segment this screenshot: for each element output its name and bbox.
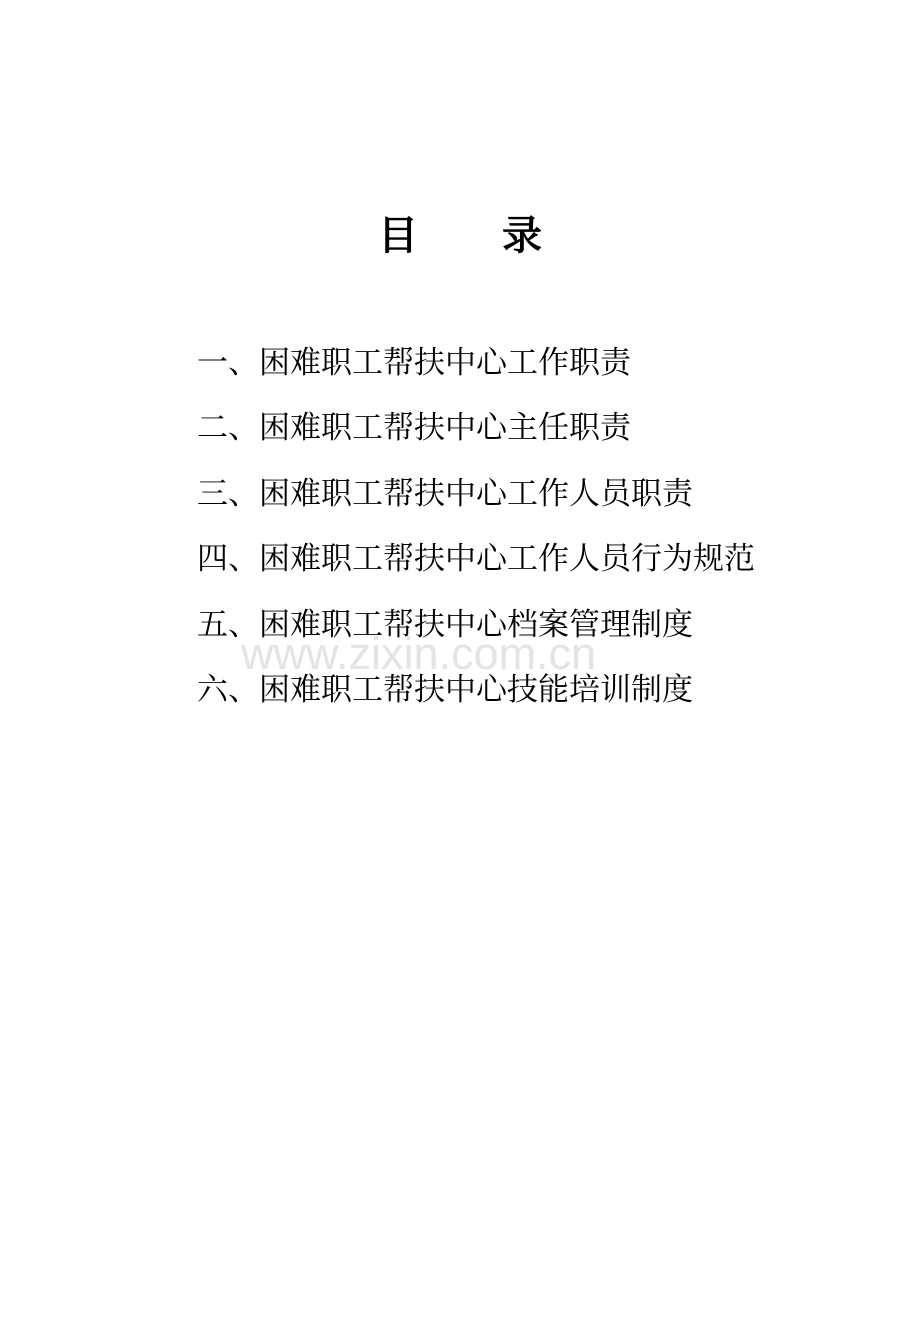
table-of-contents (197, 343, 755, 735)
title-char-1: 目 (378, 213, 418, 259)
toc-item-3: 三、困难职工帮扶中心工作人员职责 (197, 475, 693, 512)
toc-item-2: 二、困难职工帮扶中心主任职责 (197, 410, 631, 447)
toc-item-4: 四、困难职工帮扶中心工作人员行为规范 (197, 541, 755, 578)
toc-item-5: 五、困难职工帮扶中心档案管理制度 (197, 606, 693, 643)
page-title (0, 210, 920, 262)
toc-item-1: 一、困难职工帮扶中心工作职责 (197, 345, 631, 381)
title-char-2: 录 (502, 213, 542, 259)
toc-item-6: 六、困难职工帮扶中心技能培训制度 (197, 671, 693, 708)
watermark-text: www.zixin.com.cn (241, 628, 597, 679)
